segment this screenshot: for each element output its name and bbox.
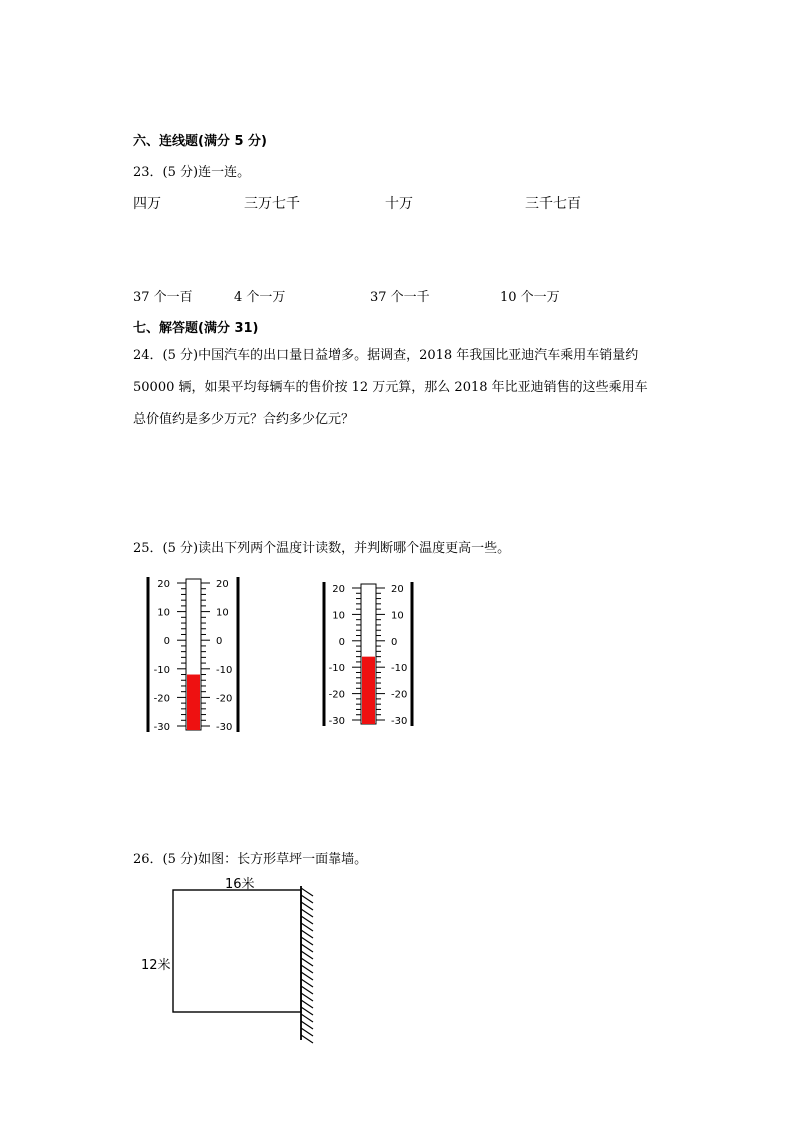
tick-label-right: -30 [216,722,233,733]
hatch-mark [301,958,313,966]
tick-label-left: -20 [153,693,170,705]
match-top-item: 十万 [385,196,413,212]
tick-label-left: -10 [153,664,170,676]
thermometer-left [140,574,250,736]
tick-label-right: -20 [391,689,408,701]
tick-label-right: -20 [216,693,233,705]
hatch-mark [301,1021,313,1029]
lawn-rectangle [173,890,301,1012]
hatch-mark [301,1000,313,1008]
lawn-figure [136,877,326,1046]
match-top-item: 四万 [133,196,161,212]
section-7-heading: 七、解答题(满分 31) [133,321,259,336]
tick-label-right: 0 [391,636,398,648]
mercury-column [362,657,375,724]
hatch-mark [301,937,313,945]
hatch-mark [301,965,313,973]
hatch-mark [301,930,313,938]
match-bottom-item: 10 个一万 [500,290,560,305]
thermometer-right [316,580,426,730]
tick-label-right: 10 [391,610,404,622]
mercury-column [187,675,200,730]
tick-label-right: 20 [391,584,404,595]
width-label: 12米 [141,958,171,973]
q24-line: 24．(5 分)中国汽车的出口量日益增多。据调查，2018 年我国比亚迪汽车乘用车销量约 [133,348,639,363]
tick-label-right: 10 [216,607,229,619]
hatch-mark [301,895,313,903]
match-top-item: 三千七百 [525,196,581,212]
hatch-mark [301,979,313,987]
tick-label-left: 0 [338,636,345,648]
section-6-heading: 六、连线题(满分 5 分) [133,134,267,149]
tick-label-right: -30 [391,716,408,727]
hatch-mark [301,1028,313,1036]
hatch-mark [301,951,313,959]
q23-prompt: 23．(5 分)连一连。 [133,165,251,180]
tick-label-left: 10 [157,607,170,619]
hatch-mark [301,923,313,931]
hatch-mark [301,1007,313,1015]
q26-prompt: 26．(5 分)如图：长方形草坪一面靠墙。 [133,852,368,867]
match-top-item: 三万七千 [244,196,300,212]
hatch-mark [301,986,313,994]
hatch-mark [301,993,313,1001]
q25-prompt: 25．(5 分)读出下列两个温度计读数，并判断哪个温度更高一些。 [133,541,511,556]
tick-label-left: -20 [328,689,345,701]
tick-label-right: -10 [216,664,233,676]
hatch-mark [301,888,313,896]
tick-label-right: 20 [216,579,229,590]
hatch-mark [301,1035,313,1043]
tick-label-right: 0 [216,636,223,648]
hatch-mark [301,916,313,924]
hatch-mark [301,944,313,952]
length-label: 16米 [225,877,255,892]
tick-label-left: 0 [163,636,170,648]
tick-label-right: -10 [391,663,408,675]
match-bottom-item: 37 个一百 [133,290,193,305]
tick-label-left: -30 [328,716,345,727]
tick-label-left: 10 [332,610,345,622]
tick-label-left: -10 [328,663,345,675]
q24-line: 50000 辆，如果平均每辆车的售价按 12 万元算，那么 2018 年比亚迪销售的这些乘用车 [133,380,648,395]
hatch-mark [301,972,313,980]
hatch-mark [301,909,313,917]
wall-hatch [301,888,313,1043]
tick-label-left: 20 [332,584,345,595]
tick-label-left: 20 [157,579,170,590]
match-bottom-item: 4 个一万 [234,290,286,305]
match-bottom-item: 37 个一千 [370,290,430,305]
q24-line: 总价值约是多少万元？合约多少亿元？ [133,412,355,427]
hatch-mark [301,1014,313,1022]
tick-label-left: -30 [153,722,170,733]
hatch-mark [301,902,313,910]
